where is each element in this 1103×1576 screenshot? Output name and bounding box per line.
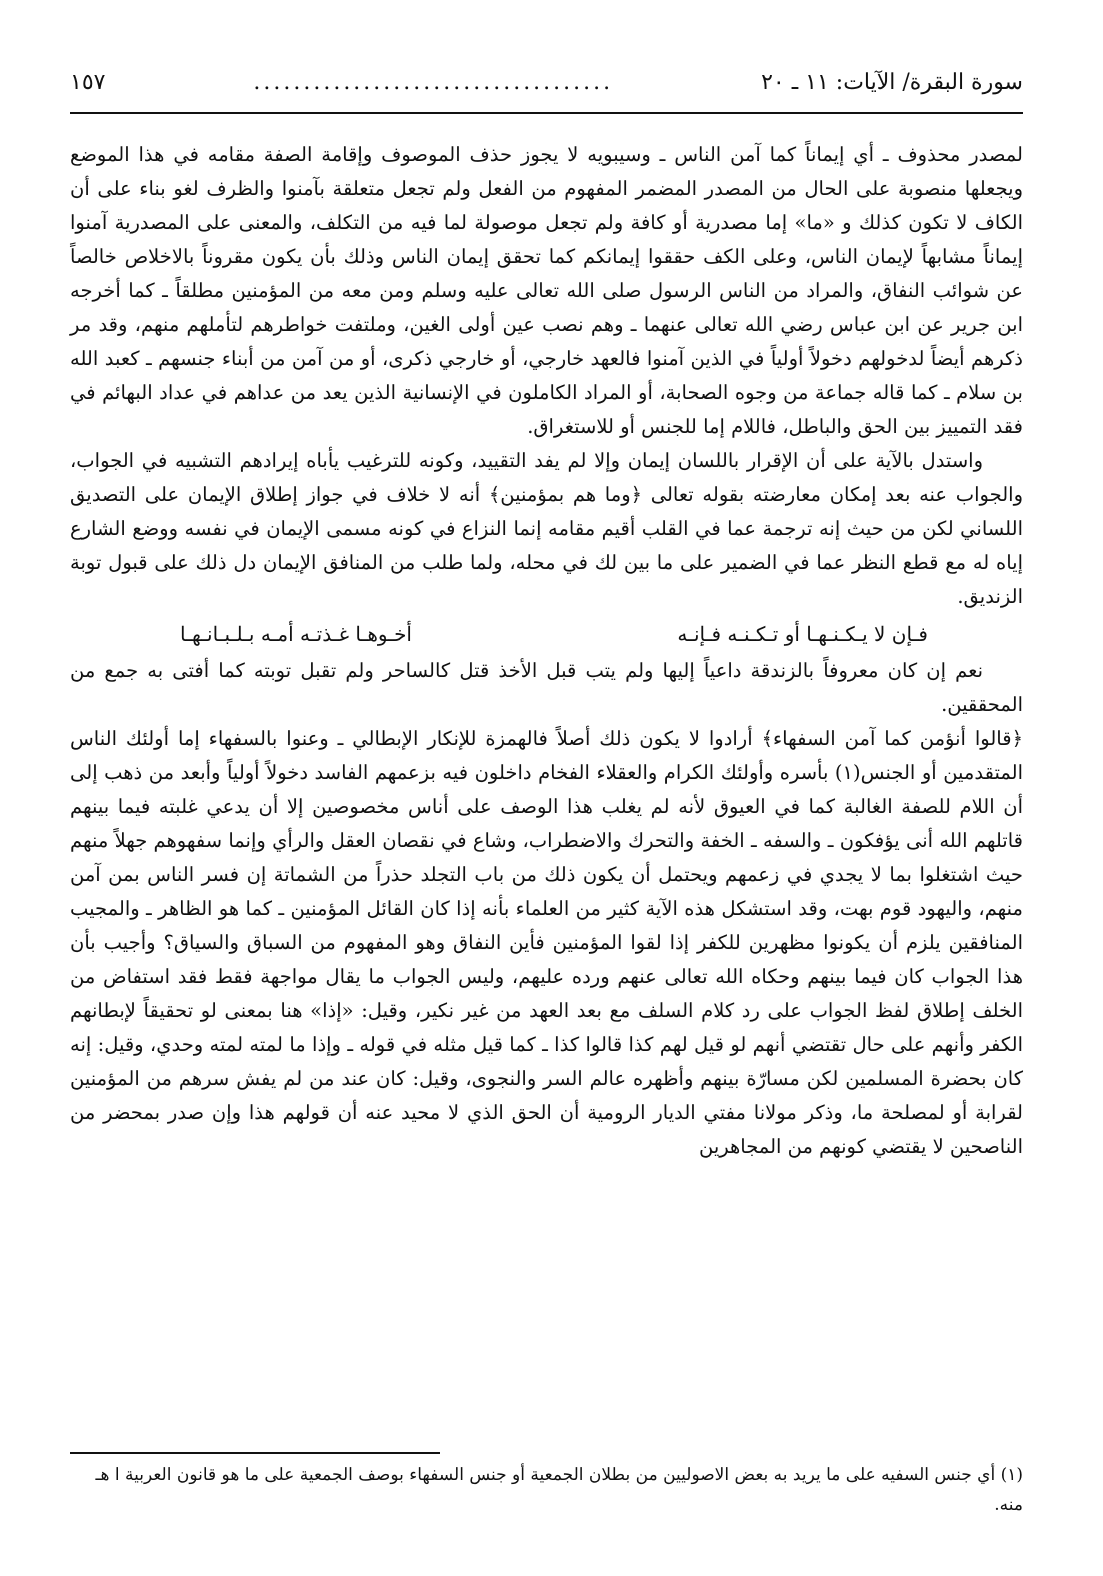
running-header-leader: ....................................: [253, 70, 614, 95]
verse-first-hemistich: فـإن لا يـكـنـهـا أو تـكـنـه فـإنـه: [677, 622, 928, 646]
paragraph: ﴿قالوا أنؤمن كما آمن السفهاء﴾ أرادوا لا يكون ذلك أصلاً فالهمزة للإنكار الإبطالي ـ وعنوا بالسفهاء إما أولئك الناس المتقدمين أو الجنس(١) بأسره وأولئك الكرام والعقلاء الفخام داخلون فيه بزعمهم الفاسد دخولاً أولياً وأبعد من ذهب إلى أن اللام للصفة الغالبة كما في العيوق لأنه لم يغلب هذا الوصف على أناس مخصوصين إلا أن يدعي غلبته فيما بينهم قاتلهم الله أنى يؤفكون ـ والسفه ـ الخفة والتحرك والاضطراب، وشاع في نقصان العقل والرأي وإنما سفهوهم جهلاً منهم حيث اشتغلوا بما لا يجدي في زعمهم ويحتمل أن يكون ذلك من باب التجلد حذراً من الشماتة إن فسر الناس بمن آمن منهم، واليهود قوم بهت، وقد استشكل هذه الآية كثير من العلماء بأنه إذا كان القائل المؤمنين ـ كما هو الظاهر ـ والمجيب المنافقين يلزم أن يكونوا مظهرين للكفر إذا لقوا المؤمنين فأين النفاق وهو المفهوم من السباق والسياق؟ وأجيب بأن هذا الجواب كان فيما بينهم وحكاه الله تعالى عنهم ورده عليهم، وليس الجواب ما يقال مواجهة فقط فقد استفاض من الخلف إطلاق لفظ الجواب على رد كلام السلف مع بعد العهد من غير نكير، وقيل: «إذا» هنا بمعنى لو تحقيقاً لإبطانهم الكفر وأنهم على حال تقتضي أنهم لو قيل لهم كذا قالوا كذا ـ كما قيل مثله في قوله ـ وإذا ما لمته لمته وحدي، وقيل: إنه كان بحضرة المسلمين لكن مسارّة بينهم وأظهره عالم السر والنجوى، وقيل: كان عند من لم يفش سرهم من المؤمنين لقرابة أو لمصلحة ما، وذكر مولانا مفتي الديار الرومية أن الحق الذي لا محيد عنه أن قولهم هذا وإن صدر بمحضر من الناصحين لا يقتضي كونهم من المجاهرين: [70, 727, 1024, 1158]
footnote-separator: [70, 1452, 440, 1454]
paragraph: لمصدر محذوف ـ أي إيماناً كما آمن الناس ـ وسيبويه لا يجوز حذف الموصوف وإقامة الصفة مقامه في هذا الموضع ويجعلها منصوبة على الحال من المصدر المضمر المفهوم من الفعل ولم تجعل متعلقة بآمنوا والظرف لغو بناء على أن الكاف لا تكون كذلك و «ما» إما مصدرية أو كافة ولم تجعل موصولة لما فيه من التكلف، والمعنى على المصدرية آمنوا إيماناً مشابهاً لإيمان الناس، وعلى الكف حققوا إيمانكم كما تحقق إيمان الناس وذلك بأن يكون مقروناً بالاخلاص خالصاً عن شوائب النفاق، والمراد من الناس الرسول صلى الله تعالى عليه وسلم ومن معه من المؤمنين مطلقاً ـ كما أخرجه ابن جرير عن ابن عباس رضي الله تعالى عنهما ـ وهم نصب عين أولى الغين، وملتفت خواطرهم لتأملهم منهم، وقد مر ذكرهم أيضاً لدخولهم دخولاً أولياً في الذين آمنوا فالعهد خارجي، أو خارجي ذكرى، أو من آمن من أبناء جنسهم ـ كعبد الله بن سلام ـ كما قاله جماعة من وجوه الصحابة، أو المراد الكاملون في الإنسانية الذين يعد من عداهم في عداد البهائم في فقد التمييز بين الحق والباطل، فاللام إما للجنس أو للاستغراق.: [70, 143, 1023, 438]
page-number: ١٥٧: [70, 70, 106, 95]
footnote: (١) أي جنس السفيه على ما يريد به بعض الاصوليين من بطلان الجمعية أو جنس السفهاء بوصف الجمعية على ما هو قانون العربية ا هـ منه.: [95, 1465, 1023, 1515]
paragraph: واستدل بالآية على أن الإقرار باللسان إيمان وإلا لم يفد التقييد، وكونه للترغيب يأباه إيرادهم التشبيه في الجواب، والجواب عنه بعد إمكان معارضته بقوله تعالى ﴿وما هم بمؤمنين﴾ أنه لا خلاف في جواز إطلاق الإيمان على التصديق اللساني لكن من حيث إنه ترجمة عما في القلب أقيم مقامه إنما النزاع في كونه مسمى الإيمان في نفسه ووضع الشارع إياه له مع قطع النظر عما في الضمير على ما بين لك في محله، ولما طلب من المنافق الإيمان دل ذلك على قبول توبة الزنديق.: [70, 449, 1023, 608]
running-header: [70, 68, 1023, 114]
body-text: [70, 138, 1023, 1164]
paragraph: نعم إن كان معروفاً بالزندقة داعياً إليها ولم يتب قبل الأخذ قتل كالساحر ولم تقبل توبته كما أفتى به جمع من المحققين.: [70, 659, 1023, 716]
verse-second-hemistich: أخـوهـا غـذتـه أمـه بـلـبـانـهـا: [180, 622, 412, 646]
poetry-verse: [70, 614, 1023, 654]
running-header-title: سورة البقرة/ الآيات: ١١ ـ ٢٠: [761, 70, 1023, 95]
